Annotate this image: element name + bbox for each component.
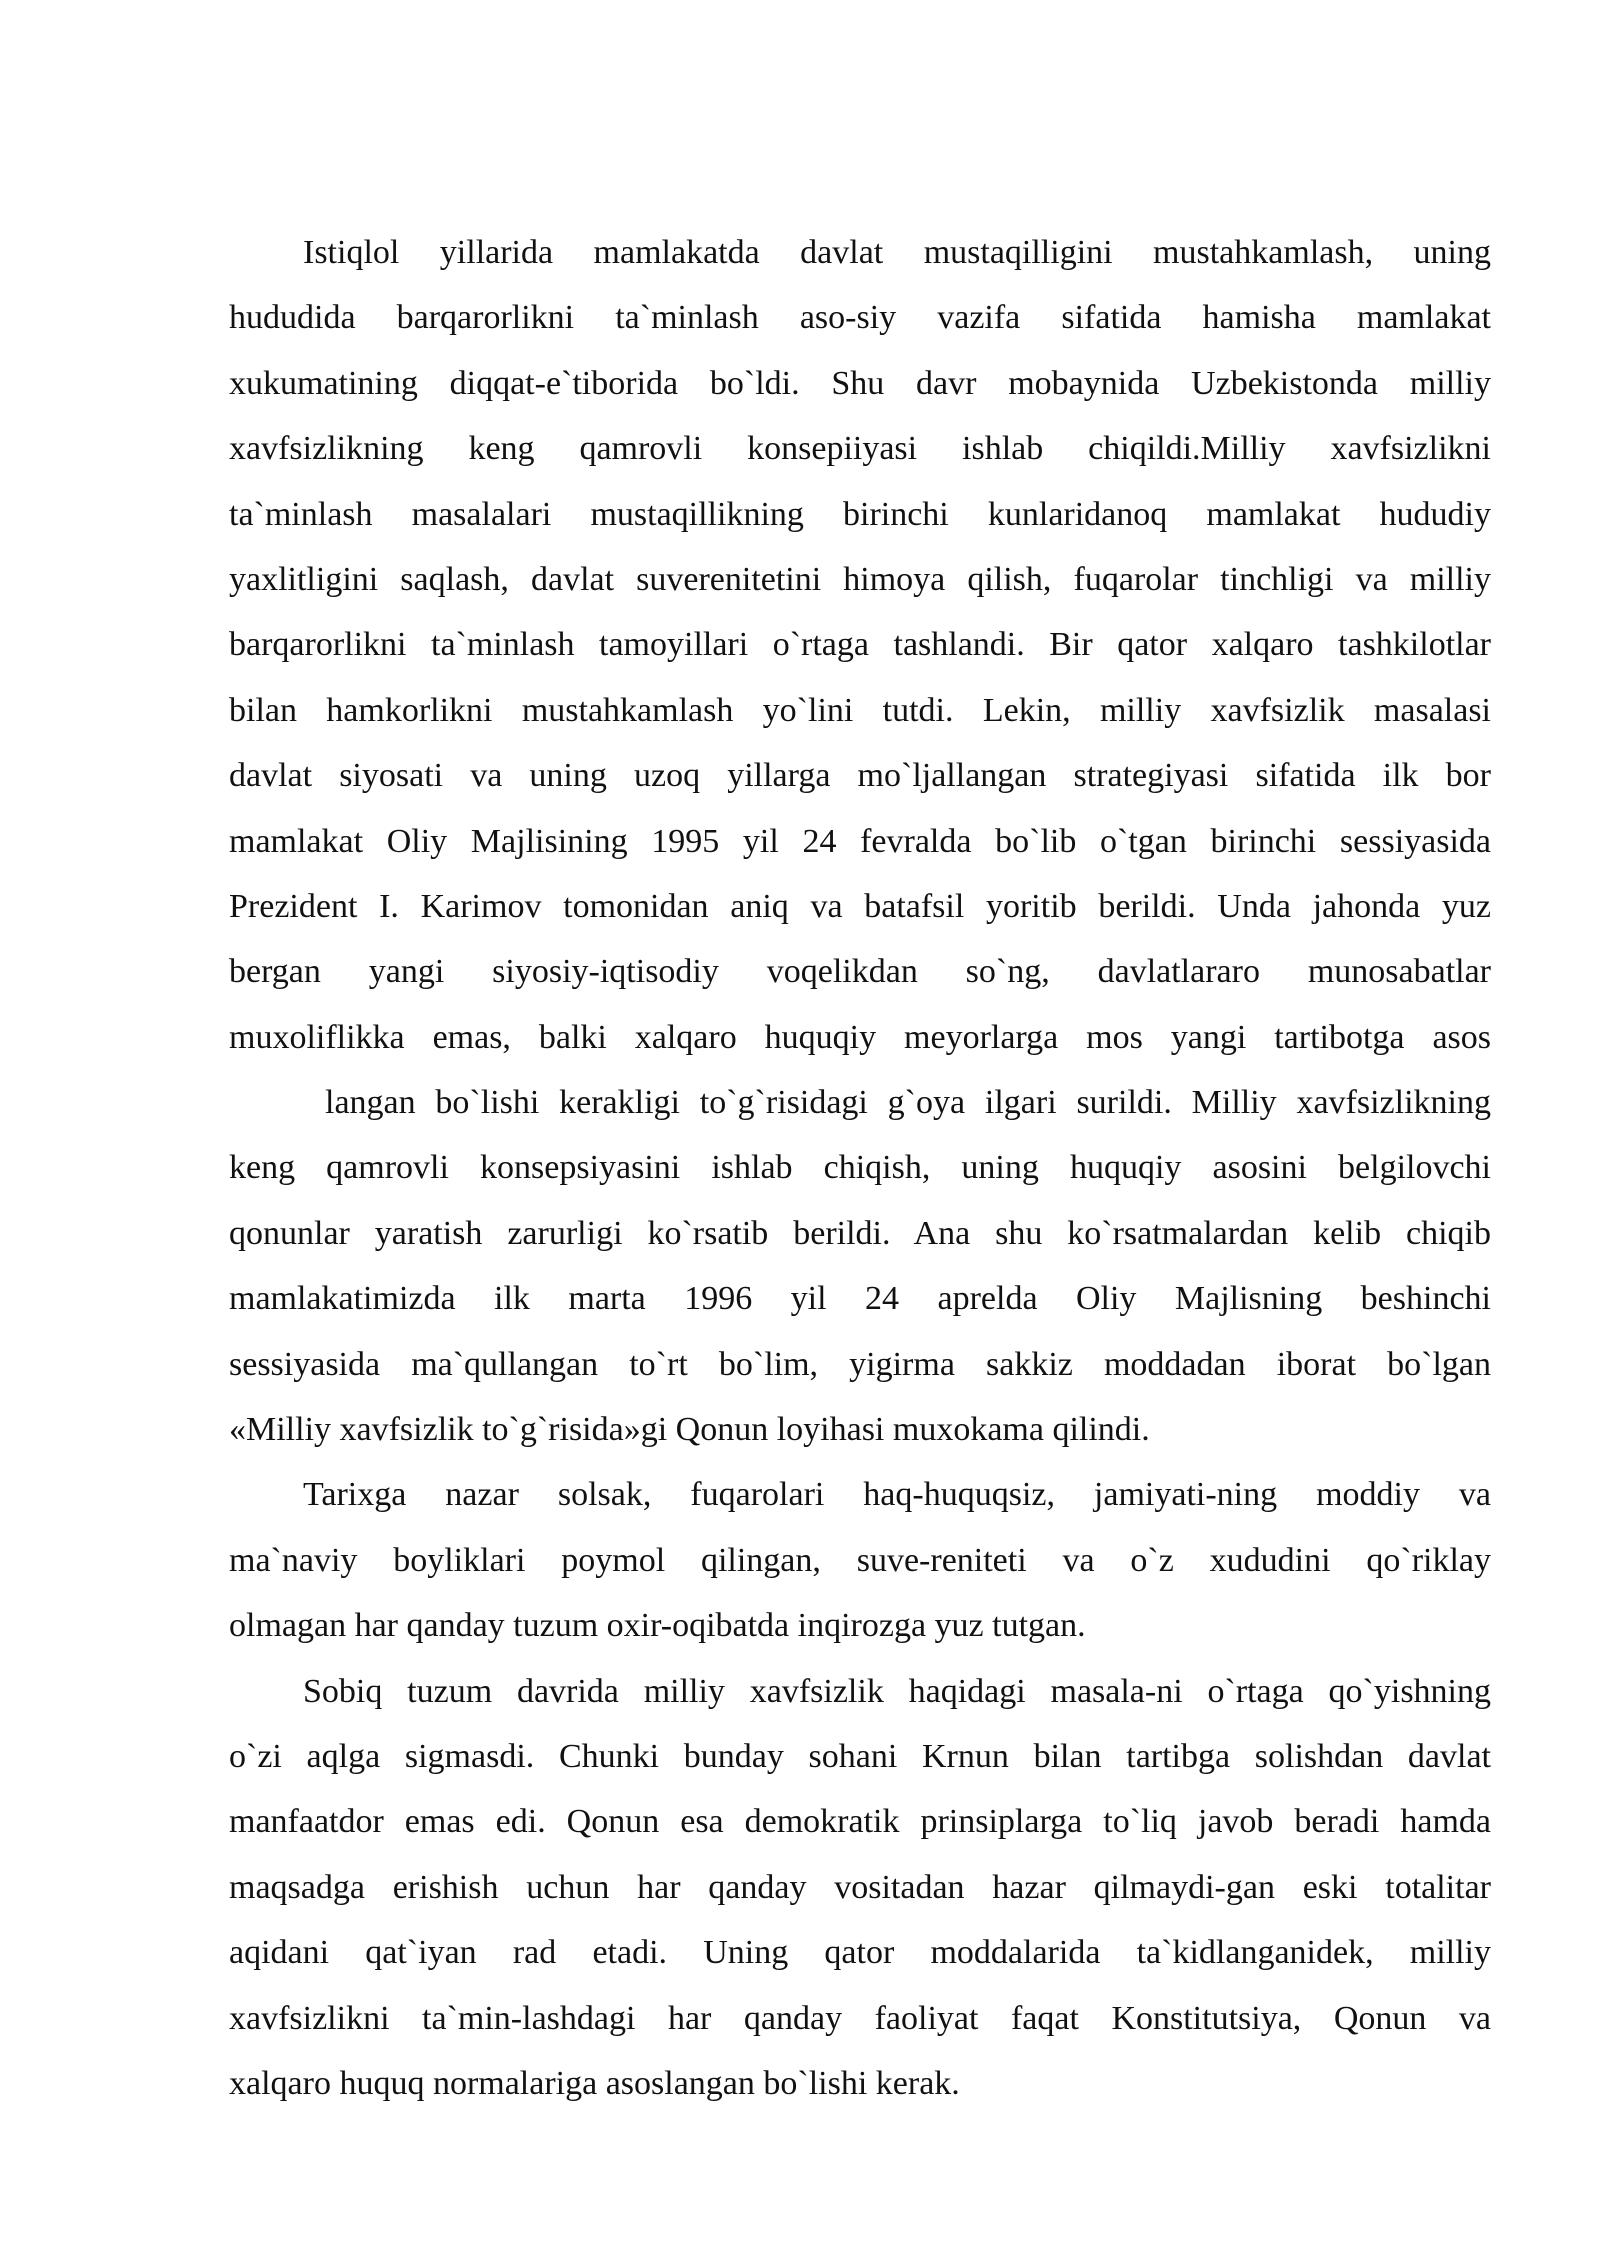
paragraph-1-line-14: langan bo`lishi kerakligi to`g`risidagi g`oya ilgari surildi. Milliy xavfsizlikning xyxy=(325,1084,1491,1122)
paragraph-1-line-1: Istiqlol yillarida mamlakatda davlat mustaqilligini mustahkamlash, uning xyxy=(303,234,1491,271)
paragraph-3-line-7: xalqaro huquq normalariga asoslangan bo`lishi kerak. xyxy=(229,2064,960,2102)
paragraph-3-line-3: manfaatdor emas edi. Qonun esa demokratik prinsiplarga to`liq javob beradi hamda xyxy=(229,1803,1491,1841)
paragraph-1-line-19: «Milliy xavfsizlik to`g`risida»gi Qonun loyihasi muxokama qilindi. xyxy=(229,1411,1150,1449)
paragraph-2-line-3: olmagan har qanday tuzum oxir-oqibatda inqirozga yuz tutgan. xyxy=(229,1607,1086,1645)
paragraph-1-line-16: qonunlar yaratish zarurligi ko`rsatib berildi. Ana shu ko`rsatmalardan kelib chiqib xyxy=(229,1214,1491,1252)
paragraph-1-line-5: ta`minlash masalalari mustaqillikning birinchi kunlaridanoq mamlakat hududiy xyxy=(229,495,1491,533)
paragraph-1-line-3: xukumatining diqqat-e`tiborida bo`ldi. Shu davr mobaynida Uzbekistonda milliy xyxy=(229,364,1491,402)
paragraph-1-line-13: muxoliflikka emas, balki xalqaro huquqiy meyorlarga mos yangi tartibotga asos xyxy=(229,1018,1491,1056)
paragraph-1-line-8: bilan hamkorlikni mustahkamlash yo`lini tutdi. Lekin, milliy xavfsizlik masalasi xyxy=(229,691,1491,729)
paragraph-3-line-2: o`zi aqlga sigmasdi. Chunki bunday sohani Krnun bilan tartibga solishdan davlat xyxy=(229,1737,1491,1775)
paragraph-1-line-12: bergan yangi siyosiy-iqtisodiy voqelikdan so`ng, davlatlararo munosabatlar xyxy=(229,953,1491,991)
paragraph-1-line-15: keng qamrovli konsepsiyasini ishlab chiqish, uning huquqiy asosini belgilovchi xyxy=(229,1149,1491,1187)
paragraph-1-line-7: barqarorlikni ta`minlash tamoyillari o`rtaga tashlandi. Bir qator xalqaro tashkilotlar xyxy=(229,626,1491,664)
paragraph-1-line-4: xavfsizlikning keng qamrovli konsepiiyasi ishlab chiqildi.Milliy xavfsizlikni xyxy=(229,430,1491,468)
paragraph-1-line-18: sessiyasida ma`qullangan to`rt bo`lim, yigirma sakkiz moddadan iborat bo`lgan xyxy=(229,1345,1491,1383)
paragraph-3-line-6: xavfsizlikni ta`min-lashdagi har qanday faoliyat faqat Konstitutsiya, Qonun va xyxy=(229,1999,1491,2037)
paragraph-3-line-1: Sobiq tuzum davrida milliy xavfsizlik haqidagi masala-ni o`rtaga qo`yishning xyxy=(303,1672,1491,1710)
paragraph-2-line-2: ma`naviy boyliklari poymol qilingan, suve-reniteti va o`z xududini qo`riklay xyxy=(229,1541,1491,1579)
paragraph-1-line-6: yaxlitligini saqlash, davlat suverenitetini himoya qilish, fuqarolar tinchligi va milliy xyxy=(229,560,1491,598)
paragraph-1-line-9: davlat siyosati va uning uzoq yillarga mo`ljallangan strategiyasi sifatida ilk bor xyxy=(229,757,1491,795)
paragraph-2-line-1: Tarixga nazar solsak, fuqarolari haq-huquqsiz, jamiyati-ning moddiy va xyxy=(303,1476,1491,1514)
paragraph-3-line-4: maqsadga erishish uchun har qanday vositadan hazar qilmaydi-gan eski totalitar xyxy=(229,1868,1491,1906)
paragraph-1-line-17: mamlakatimizda ilk marta 1996 yil 24 aprelda Oliy Majlisning beshinchi xyxy=(229,1280,1491,1318)
paragraph-1-line-2: hududida barqarorlikni ta`minlash aso-siy vazifa sifatida hamisha mamlakat xyxy=(229,299,1491,337)
paragraph-1-line-11: Prezident I. Karimov tomonidan aniq va batafsil yoritib berildi. Unda jahonda yuz xyxy=(229,887,1491,925)
body-text xyxy=(229,220,1491,2116)
paragraph-1-line-10: mamlakat Oliy Majlisining 1995 yil 24 fevralda bo`lib o`tgan birinchi sessiyasida xyxy=(229,822,1491,860)
paragraph-3-line-5: aqidani qat`iyan rad etadi. Uning qator moddalarida ta`kidlanganidek, milliy xyxy=(229,1934,1491,1972)
